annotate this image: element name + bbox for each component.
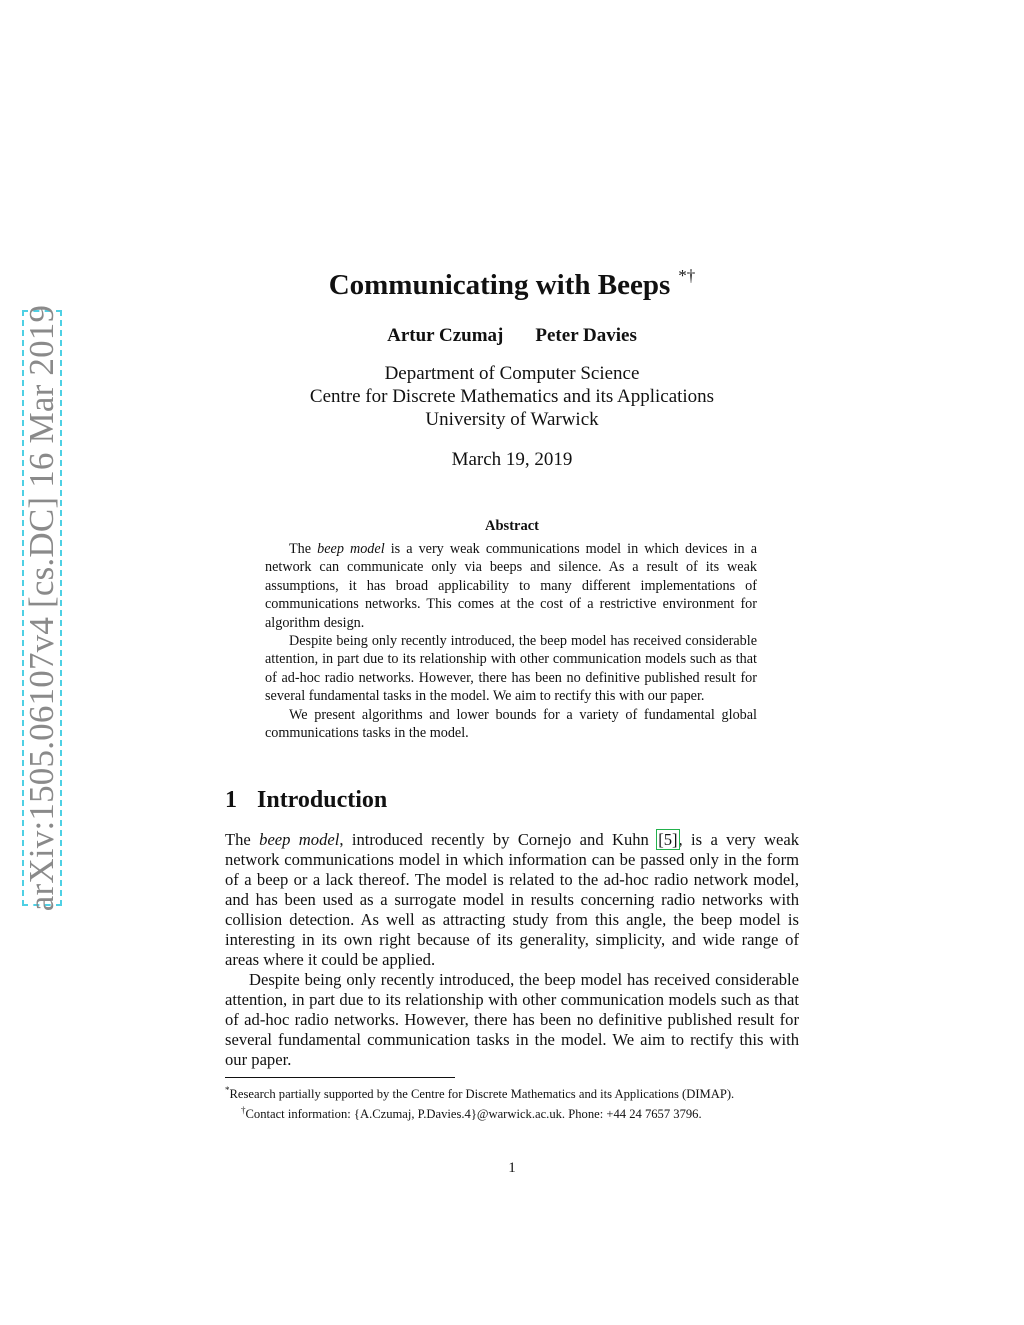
author-list <box>0 325 1024 347</box>
body-paragraph: Despite being only recently introduced, the beep model has received considerable attention, in part due to its relationship with other communication models such as that of ad-hoc radio networks. However, there has been no definitive published result for several fundamental communication tasks in the model. We aim to rectify this with our paper. <box>225 970 799 1069</box>
footnote-mark: † <box>241 1105 246 1115</box>
title-footnote-marks: *† <box>678 266 696 285</box>
paper-title-text: Communicating with Beeps <box>328 269 671 301</box>
abstract-heading: Abstract <box>485 518 539 534</box>
citation-link[interactable]: [5] <box>658 830 678 849</box>
emphasis-beep-model: beep model <box>317 541 385 557</box>
footnote-divider <box>225 1077 455 1078</box>
footnote: *Research partially supported by the Centre for Discrete Mathematics and its Applications (DIMAP). <box>225 1085 735 1101</box>
abstract-paragraph: The beep model is a very weak communications model in which devices in a network can communicate only via beeps and silence. As a result of its weak assumptions, it has broad applicability to many different implementations of communications networks. This comes at the cost of a restrictive environment for algorithm design. <box>265 541 757 631</box>
introduction-body <box>225 830 799 1070</box>
author-name: Artur Czumaj <box>387 325 504 346</box>
footnotes <box>225 1082 799 1122</box>
affiliation-university: University of Warwick <box>425 409 599 430</box>
affiliation-department: Department of Computer Science <box>384 363 640 384</box>
footnote: †Contact information: {A.Czumaj, P.Davies.4}@warwick.ac.uk. Phone: +44 24 7657 3796. <box>241 1105 702 1121</box>
abstract-body <box>265 540 757 742</box>
abstract-paragraph: We present algorithms and lower bounds for a variety of fundamental global communications tasks in the model. <box>265 706 757 742</box>
affiliation-centre: Centre for Discrete Mathematics and its Applications <box>309 386 715 407</box>
author-name: Peter Davies <box>535 325 637 346</box>
section-heading <box>225 787 387 814</box>
section-number: 1 <box>225 787 237 813</box>
abstract-paragraph: Despite being only recently introduced, the beep model has received considerable attention, in part due to its relationship with other communication models such as that of ad-hoc radio networks. However, there has been no definitive published result for several fundamental tasks in the model. We aim to rectify this with our paper. <box>265 633 757 705</box>
paper-title <box>0 266 1024 302</box>
arxiv-identifier: arXiv:1505.06107v4 [cs.DC] 16 Mar 2019 <box>22 304 61 912</box>
emphasis-beep-model: beep model <box>259 830 340 849</box>
footnote-mark: * <box>225 1085 230 1095</box>
section-title: Introduction <box>257 787 388 813</box>
body-paragraph: The beep model, introduced recently by Cornejo and Kuhn [5], is a very weak network communications model in which information can be passed only in the form of a beep or a lack thereof. The model is related to the ad-hoc radio network model, and has been used as a surrogate model in results concerning radio networks with collision detection. As well as attracting study from this angle, the beep model is interesting in its own right because of its generality, simplicity, and wide range of areas where it could be applied. <box>225 830 799 969</box>
page-number: 1 <box>508 1160 516 1176</box>
paper-date: March 19, 2019 <box>451 449 573 470</box>
